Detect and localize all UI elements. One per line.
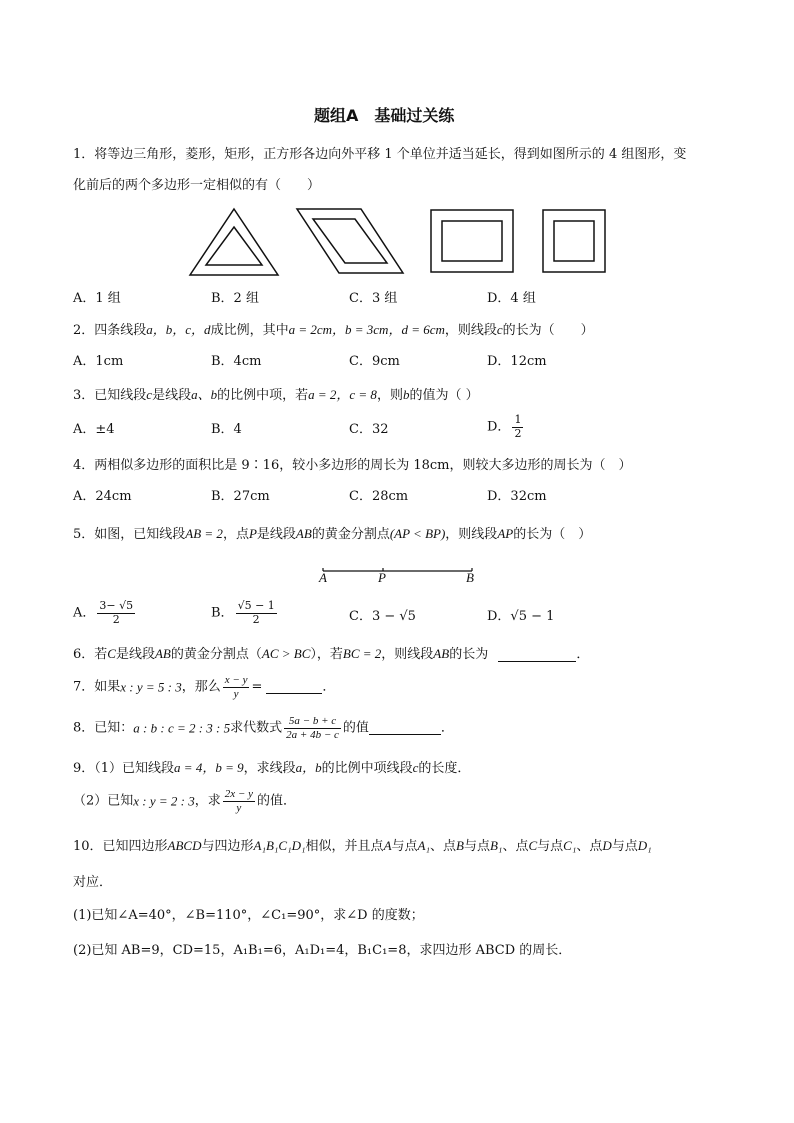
q10-point-a: A [383,838,392,853]
fraction-numerator: 5a − b + c [284,715,341,729]
q4-stem: 4．两相似多边形的面积比是 9∶16，较小多边形的周长为 18cm，则较大多边形的周长为（ ） [73,458,632,473]
q5-option-c: C．3 − √5 [349,609,416,624]
q1-figure-rectangles [430,209,514,273]
q7-fraction [223,674,250,700]
q10-line2: 对应． [73,875,113,890]
q4-option-a: A．24cm [73,489,132,504]
q5-ab-eq: AB = 2 [185,526,223,541]
q5-option-b-fraction [236,600,277,626]
q10-abcd: ABCD [167,838,202,853]
q8-answer-blank[interactable] [369,721,441,735]
q9-part1 [73,761,470,775]
q5-text-f: 的长为（ ） [513,527,592,542]
q1-option-a: A．1 组 [73,291,121,306]
q5-var-p: P [248,526,257,541]
q5-label-p: P [378,570,386,585]
fraction-numerator: √5 − 1 [237,599,275,612]
q9-p2-fraction [223,788,255,814]
q9-p1-text-a: 9．（1）已知线段 [73,761,175,776]
inner-rhombus [313,219,387,263]
q3-option-d-fraction [512,414,523,440]
q9-p1-text-c: 的比例中项线段 [321,761,413,776]
q3-option-d [487,414,525,440]
q9-p1-text-d: 的长度． [418,761,471,776]
q3-option-d-label: D． [487,419,511,435]
q10-point-d1: D₁ [637,838,652,853]
q10-text-h: 与点 [537,839,564,854]
q6-text-d: ），若 [310,647,343,662]
q3-text-a: 3．已知线段 [73,388,147,403]
q10-part2: (2)已知 AB=9，CD=15，A₁B₁=6，A₁D₁=4，B₁C₁=8，求四边形 ABCD 的周长． [73,943,572,958]
fraction-denominator: y [233,687,239,700]
q6-text-b: 是线段 [115,647,155,662]
q7-end: ． [322,679,336,695]
q6-bc: BC = 2 [342,646,382,661]
fraction-numerator: 3− √5 [99,599,134,612]
q2-vars: a，b，c，d [146,322,211,337]
outer-rectangle [431,210,513,272]
q10-text-e: 、点 [430,839,457,854]
q3-stem [73,388,479,402]
q9-p1-var-c: c [412,760,419,775]
q2-stem [73,323,594,337]
fraction-denominator: 2 [514,426,522,440]
q9-p2-ratio: x : y = 2 : 3 [133,793,195,809]
q10-text-c: 相似，并且点 [305,839,384,854]
q3-text-b: 是线段 [152,388,192,403]
inner-triangle [206,227,262,265]
q10-abcd1: A₁B₁C₁D₁ [253,838,306,853]
q2-option-c: C．9cm [349,354,400,369]
q3-option-a: A．±4 [73,422,115,437]
q10-text-a: 10．已知四边形 [73,839,168,854]
q3-option-b: B．4 [211,422,242,437]
q2-var-c: c [496,322,503,337]
q7-text-a: 7．如果 [73,679,121,695]
q9-p2-text-b: ，求 [194,793,221,809]
q6-end: ． [576,647,590,662]
q3-text-d: ，则 [376,388,403,403]
q2-option-a: A．1cm [73,354,124,369]
q6-var-ab: AB [154,646,171,661]
q9-p2-text-a: （2）已知 [73,793,134,809]
q10-point-c1: C₁ [563,838,577,853]
q3-option-c: C．32 [349,422,389,437]
fraction-numerator: 1 [514,413,522,426]
q10-point-d: D [602,838,612,853]
q2-suffix-b: 的长为（ ） [502,323,594,338]
q5-stem [73,527,591,541]
q7-ratio: x : y = 5 : 3 [120,679,182,695]
page-title: 题组A 基础过关练 [314,106,455,125]
q1-line1: 1．将等边三角形，菱形，矩形，正方形各边向外平移 1 个单位并适当延长，得到如图所示的 4 组图形，变 [73,147,687,162]
q8-end: ． [440,720,454,736]
q6-answer-blank[interactable] [498,648,576,662]
q8-text-b: 求代数式 [230,720,283,736]
q5-var-ap: AP [497,526,514,541]
q7-text-b: ，那么 [181,679,221,695]
q10-point-b1: B₁ [489,838,503,853]
q5-option-a-fraction [97,600,135,626]
fraction-denominator: 2 [112,612,120,626]
q3-text-c: 的比例中项，若 [217,388,309,403]
q6-var-c: C [107,646,116,661]
q8-ratio: a : b : c = 2 : 3 : 5 [133,720,231,736]
q5-text-b: ，点 [222,527,249,542]
q10-p1-text-b: A=40°，∠B=110°，∠C₁=90°，求∠D 的度数； [128,908,424,923]
q6-text-a: 6．若 [73,647,108,662]
q6-text-c: 的黄金分割点（ [170,647,262,662]
q10-text-i: 、点 [576,839,603,854]
q7-answer-blank[interactable] [266,680,322,694]
q3-vars-ab: a、b [191,387,218,402]
fraction-denominator: 2 [252,612,260,626]
q5-text-c: 是线段 [256,527,296,542]
q8-stem [73,715,454,741]
q10-point-a1: A₁ [417,838,430,853]
q1-option-b: B．2 组 [211,291,259,306]
inner-rectangle [442,221,502,261]
q4-option-d: D．32cm [487,489,547,504]
q5-option-a-label: A． [73,605,96,621]
fraction-numerator: 2x − y [224,788,253,800]
q10-text-f: 与点 [463,839,490,854]
q5-text-d: 的黄金分割点 [311,527,390,542]
q3-var-c: c [146,387,153,402]
q6-condition: AC > BC [261,646,311,661]
q5-var-ab: AB [295,526,312,541]
q6-stem [73,647,589,662]
inner-square [554,221,594,261]
q10-text-b: 与四边形 [201,839,254,854]
q1-option-d: D．4 组 [487,291,536,306]
q1-option-c: C．3 组 [349,291,398,306]
q2-option-d: D．12cm [487,354,547,369]
q5-condition: (AP < BP) [389,526,446,541]
q7-stem [73,674,335,700]
q9-part2 [73,788,296,814]
outer-square [543,210,605,272]
q5-label-a: A [319,570,327,585]
q5-text-a: 5．如图，已知线段 [73,527,186,542]
q5-text-e: ，则线段 [445,527,498,542]
q2-option-b: B．4cm [211,354,262,369]
q3-text-e: 的值为（ ） [409,388,479,403]
q10-p1-text-a: (1)已知∠ [73,908,129,923]
q2-prefix: 2．四条线段 [73,323,147,338]
q2-given: a = 2cm，b = 3cm，d = 6cm [288,322,445,337]
q10-part1 [73,909,424,922]
q10-text-j: 与点 [611,839,638,854]
q9-p1-vars: a，b [295,760,322,775]
q9-p1-given: a = 4，b = 9 [174,760,244,775]
q9-p2-text-c: 的值． [256,793,296,809]
q5-option-b-label: B． [211,605,234,621]
q10-point-c: C [528,838,538,853]
q10-point-b: B [456,838,464,853]
q5-option-a [73,600,137,626]
q10-line1 [73,839,652,853]
q2-mid: 成比例，其中 [210,323,289,338]
q7-equals: = [251,679,263,695]
q8-fraction [284,715,341,741]
q9-p1-text-b: ，求线段 [243,761,296,776]
q1-figure-triangles [188,207,280,277]
q4-option-c: C．28cm [349,489,409,504]
q8-text-c: 的值 [342,720,369,736]
q10-text-d: 与点 [391,839,418,854]
q3-var-b: b [402,387,410,402]
fraction-denominator: y [236,801,242,814]
q3-given: a = 2，c = 8 [308,387,377,402]
q5-label-b: B [466,570,474,585]
q5-option-b [211,600,279,626]
q6-var-ab2: AB [433,646,450,661]
q6-text-e: ，则线段 [381,647,434,662]
q1-line2: 化前后的两个多边形一定相似的有（ ） [73,178,321,193]
q5-option-d: D．√5 − 1 [487,609,555,624]
fraction-denominator: 2a + 4b − c [286,728,339,741]
q1-figure-rhombuses [295,207,405,275]
q10-text-g: 、点 [502,839,529,854]
q2-suffix-a: ，则线段 [444,323,497,338]
q8-text-a: 8．已知： [73,720,134,736]
q6-text-f: 的长为 [449,647,489,662]
q4-option-b: B．27cm [211,489,270,504]
fraction-numerator: x − y [224,674,248,686]
q5-segment-figure [318,565,478,585]
q1-figure-squares [542,209,606,273]
